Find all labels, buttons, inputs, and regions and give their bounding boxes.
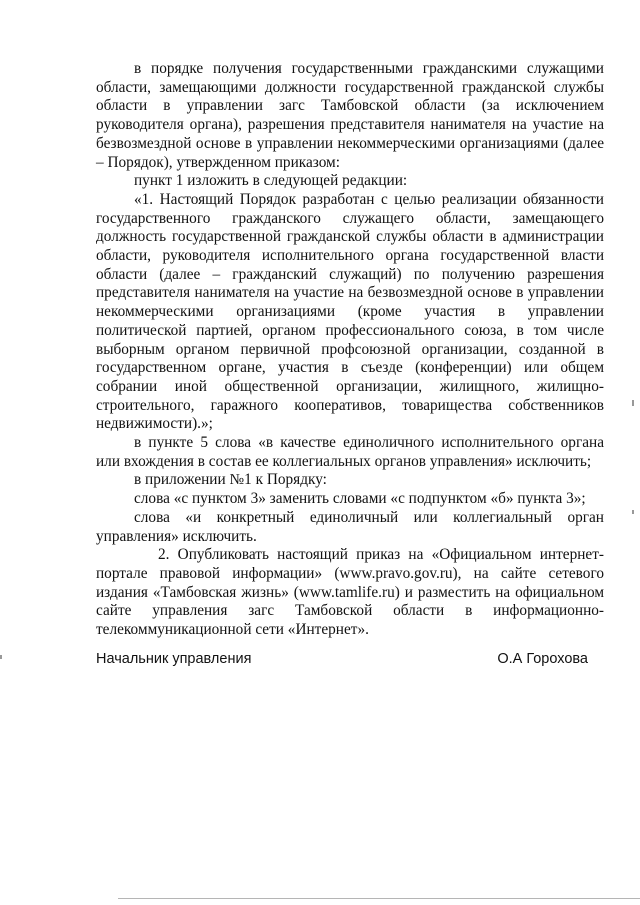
paragraph-point1-intro: пункт 1 изложить в следующей редакции: xyxy=(134,172,408,190)
signatory-name: О.А Горохова xyxy=(497,651,588,667)
paragraph-point5: в пункте 5 слова «в качестве единоличного исполнительного органа или вхождения в состав ее коллегиальных органов управления» исключить; xyxy=(96,434,604,470)
signature-block xyxy=(96,651,588,667)
paragraph-appendix-exclude: слова «и конкретный единоличный или коллегиальный орган управления» исключить. xyxy=(96,508,604,545)
paragraph-item-2-publish: 2. Опубликовать настоящий приказ на «Официальном интернет-портале правовой информации» (www.pravo.gov.ru), на сайте сетевого издания «Тамбовская жизнь» (www.tamlife.ru) и разместить на официальном сайте управления загс Тамбовской области в информационно-телекоммуникационной сети «Интернет». xyxy=(96,546,604,639)
page-bottom-edge xyxy=(118,898,640,899)
paragraph-appendix-replace: слова «с пунктом 3» заменить словами «с подпунктом «б» пункта 3»; xyxy=(134,490,586,508)
signatory-position: Начальник управления xyxy=(96,651,252,667)
scan-artifact xyxy=(632,510,634,514)
document-body xyxy=(96,60,604,640)
paragraph-point1-text: «1. Настоящий Порядок разработан с целью реализации обязанности государственного гражданского служащего области, замещающего должность государственной гражданской службы области в администрации области, руководителя исполнительного органа государственной власти области (далее – гражданский служащий) по получению разрешения представителя нанимателя на участие на безвозмездной основе в управлении некоммерческими организациями (кроме участия в управлении политической партией, органом профессионального союза, в том числе выборным органом первичной профсоюзной организации, созданной в государственном органе, участия в съезде (конференции) или общем собрании иной общественной организации, жилищного, жилищно-строительного, гаражного кооперативов, товарищества собственников недвижимости).»; xyxy=(96,190,604,433)
paragraph-order-intro: в порядке получения государственными гражданскими служащими области, замещающими должности государственной гражданской службы области в управлении загс Тамбовской области (за исключением руководителя органа), разрешения представителя нанимателя на участие на безвозмездной основе в управлении некоммерческими организациями (далее – Порядок), утвержденном приказом: xyxy=(96,60,604,171)
scan-artifact xyxy=(632,400,634,406)
scan-artifact xyxy=(0,655,2,659)
paragraph-appendix-intro: в приложении №1 к Порядку: xyxy=(134,471,327,489)
